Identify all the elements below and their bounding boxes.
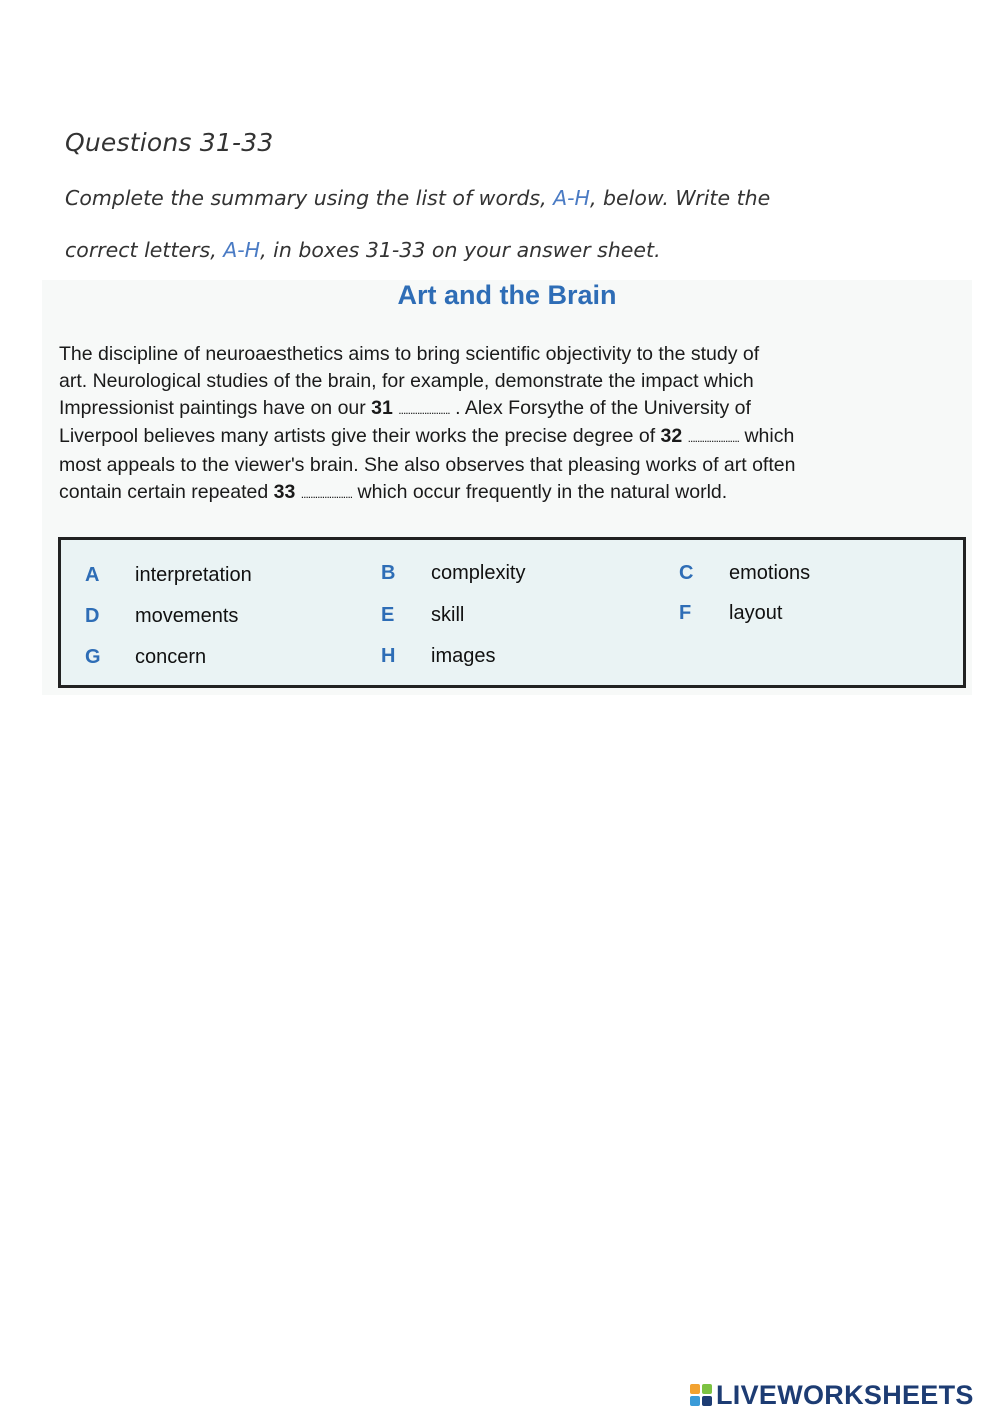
gap-33-blank[interactable]: ...................... [300, 486, 353, 501]
summary-line: Liverpool believes many artists give their works the precise degree of 32 ...................... which [59, 425, 795, 448]
liveworksheets-logo[interactable] [690, 1380, 974, 1411]
questions-title: Questions 31-33 [65, 128, 274, 157]
summary-paragraph [59, 341, 964, 508]
instruction-line-1: Complete the summary using the list of words, A-H, below. Write the [65, 186, 771, 210]
gap-32-number: 32 [660, 425, 683, 448]
summary-line: The discipline of neuroaesthetics aims to bring scientific objectivity to the study of [59, 343, 760, 365]
letter-range: A-H [553, 186, 590, 210]
summary-line: most appeals to the viewer's brain. She also observes that pleasing works of art often [59, 454, 796, 477]
liveworksheets-logo-icon [690, 1384, 714, 1408]
summary-line: contain certain repeated 33 ...................... which occur frequently in the natural world. [59, 480, 728, 503]
summary-image [42, 280, 972, 695]
summary-title: Art and the Brain [397, 280, 617, 310]
word-list-box: A interpretation B complexity C emotions D movements E skill F layout G concern H images [58, 537, 966, 688]
liveworksheets-logo-text: LIVEWORKSHEETS [716, 1380, 974, 1410]
instruction-line-2: correct letters, A-H, in boxes 31-33 on your answer sheet. [65, 238, 661, 262]
gap-33-number: 33 [273, 480, 296, 503]
gap-31-blank[interactable]: ...................... [398, 402, 450, 417]
summary-line: art. Neurological studies of the brain, for example, demonstrate the impact which [59, 369, 754, 392]
gap-31-number: 31 [371, 396, 393, 419]
letter-range: A-H [223, 238, 261, 262]
gap-32-blank[interactable]: ...................... [687, 431, 740, 446]
summary-line: Impressionist paintings have on our 31 ...................... . Alex Forsythe of the University of [59, 396, 751, 419]
